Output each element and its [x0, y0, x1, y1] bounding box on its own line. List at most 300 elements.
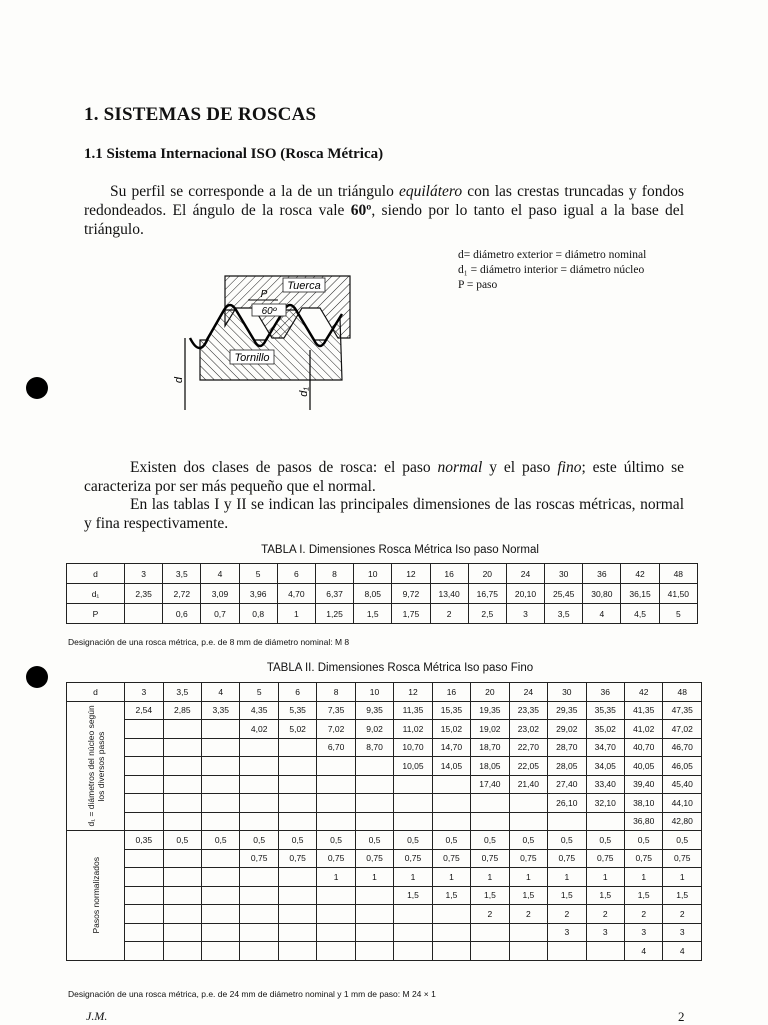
header-cell: 42	[624, 683, 662, 702]
table-cell: 3,5	[163, 564, 201, 584]
table-cell: 13,40	[430, 584, 468, 604]
table-cell	[355, 757, 393, 776]
table-cell	[202, 849, 240, 868]
table-cell	[355, 775, 393, 794]
table-cell: 1	[586, 868, 624, 887]
table-cell: 36,80	[624, 812, 662, 831]
table-cell	[240, 942, 278, 961]
table-cell	[125, 923, 163, 942]
table-cell: 10,05	[394, 757, 432, 776]
table-cell: 9,02	[355, 720, 393, 739]
table-cell: 21,40	[509, 775, 547, 794]
table-cell: 10	[354, 564, 392, 584]
table-cell: 25,45	[545, 584, 583, 604]
table-cell: 1	[509, 868, 547, 887]
table-cell: 41,50	[659, 584, 697, 604]
table-row	[67, 812, 702, 831]
table-cell	[394, 923, 432, 942]
table-cell: 29,02	[548, 720, 586, 739]
table-cell: 34,05	[586, 757, 624, 776]
table-cell: 18,05	[471, 757, 509, 776]
table-cell	[278, 868, 316, 887]
table-cell: 1	[432, 868, 470, 887]
table-cell: 8,05	[354, 584, 392, 604]
table-cell: 0,75	[663, 849, 702, 868]
table1-note: Designación de una rosca métrica, p.e. de 8 mm de diámetro nominal: M 8	[68, 637, 350, 647]
table-cell	[202, 738, 240, 757]
table-cell	[586, 812, 624, 831]
header-cell: 8	[317, 683, 355, 702]
table-cell: 4,02	[240, 720, 278, 739]
table-cell: 1,5	[548, 886, 586, 905]
table2	[66, 682, 702, 961]
angle-label: 60º	[261, 306, 277, 317]
table-cell: 2	[586, 905, 624, 924]
table-cell	[163, 720, 201, 739]
table-cell	[125, 812, 163, 831]
table-cell: 0,5	[586, 831, 624, 850]
table-cell: 45,40	[663, 775, 702, 794]
table-cell	[355, 923, 393, 942]
nut-label: Tuerca	[287, 280, 321, 292]
table-row	[67, 942, 702, 961]
table-cell	[202, 775, 240, 794]
table-cell: 17,40	[471, 775, 509, 794]
row-label: d	[67, 564, 125, 584]
table-cell: 0,5	[202, 831, 240, 850]
table-cell	[125, 757, 163, 776]
table-cell: 16	[430, 564, 468, 584]
section-heading: 1. SISTEMAS DE ROSCAS	[84, 104, 317, 125]
table-cell: 4	[201, 564, 239, 584]
table-cell: 1,5	[663, 886, 702, 905]
table-cell: 1,5	[354, 604, 392, 624]
table-header-row	[67, 683, 702, 702]
binder-hole	[26, 377, 48, 399]
table-cell: 2,54	[125, 701, 163, 720]
table-cell: 3	[125, 564, 163, 584]
table-cell: 39,40	[624, 775, 662, 794]
table-cell: 1,5	[432, 886, 470, 905]
row-label: P	[67, 604, 125, 624]
table-cell: 0,8	[239, 604, 277, 624]
table-cell: 35,35	[586, 701, 624, 720]
table-cell	[202, 923, 240, 942]
table-cell: 36,15	[621, 584, 659, 604]
table-cell: 0,75	[624, 849, 662, 868]
table-cell: 42	[621, 564, 659, 584]
table-cell: 1	[394, 868, 432, 887]
header-cell: 12	[394, 683, 432, 702]
header-cell: 24	[509, 683, 547, 702]
table-cell	[394, 812, 432, 831]
header-cell: 3,5	[163, 683, 201, 702]
table-cell: 4	[663, 942, 702, 961]
table-cell: 10,70	[394, 738, 432, 757]
table-cell: 41,02	[624, 720, 662, 739]
table-cell	[432, 812, 470, 831]
table-cell: 6,70	[317, 738, 355, 757]
table-cell: 30	[545, 564, 583, 584]
table-cell: 0,5	[240, 831, 278, 850]
table-cell: 3,09	[201, 584, 239, 604]
group2-label-cell	[67, 831, 125, 961]
table-cell: 4	[624, 942, 662, 961]
table-cell	[394, 905, 432, 924]
thread-profile-diagram	[170, 268, 370, 413]
table-cell	[125, 905, 163, 924]
tables-paragraph: En las tablas I y II se indican las principales dimensiones de las roscas métricas, normal y fina respectivamente.	[84, 496, 684, 532]
table-cell	[355, 886, 393, 905]
table-cell: 22,05	[509, 757, 547, 776]
table-cell: 44,10	[663, 794, 702, 813]
table-cell	[432, 905, 470, 924]
table-cell	[278, 812, 316, 831]
table-cell	[125, 738, 163, 757]
table-cell	[317, 923, 355, 942]
table1-caption: TABLA I. Dimensiones Rosca Métrica Iso paso Normal	[261, 544, 539, 556]
table-cell	[163, 738, 201, 757]
table-cell: 0,5	[432, 831, 470, 850]
table-cell: 46,05	[663, 757, 702, 776]
table-row	[67, 794, 702, 813]
table-cell	[317, 905, 355, 924]
table-cell	[317, 942, 355, 961]
table-cell	[163, 775, 201, 794]
header-cell: 5	[240, 683, 278, 702]
table-cell	[317, 812, 355, 831]
table-cell: 30,80	[583, 584, 621, 604]
table-cell	[278, 886, 316, 905]
table-cell	[394, 775, 432, 794]
header-cell: 16	[432, 683, 470, 702]
table-cell: 19,35	[471, 701, 509, 720]
table2-note: Designación de una rosca métrica, p.e. de 24 mm de diámetro nominal y 1 mm de paso: M 24 × 1	[68, 989, 436, 999]
table-cell	[202, 720, 240, 739]
table-row	[67, 701, 702, 720]
table-cell	[509, 942, 547, 961]
table-cell	[509, 794, 547, 813]
header-cell: 6	[278, 683, 316, 702]
table-cell: 1	[277, 604, 315, 624]
binder-hole	[26, 666, 48, 688]
table-cell: 11,02	[394, 720, 432, 739]
table-row	[67, 738, 702, 757]
table-cell	[240, 868, 278, 887]
table-cell: 14,70	[432, 738, 470, 757]
pitch-paragraph: Existen dos clases de pasos de rosca: el paso normal y el paso fino; este último se caracteriza por ser más pequeño que el normal.	[84, 459, 684, 495]
table-cell	[471, 794, 509, 813]
table-cell: 18,70	[471, 738, 509, 757]
table-cell	[432, 794, 470, 813]
table-cell: 28,70	[548, 738, 586, 757]
table-cell	[355, 812, 393, 831]
screw-label: Tornillo	[234, 352, 270, 364]
table-cell: 2	[663, 905, 702, 924]
table-cell: 12	[392, 564, 430, 584]
row-label: d₁	[67, 584, 125, 604]
table-cell: 0,5	[624, 831, 662, 850]
table-cell	[125, 849, 163, 868]
table-cell	[394, 794, 432, 813]
table-row	[67, 757, 702, 776]
table-cell: 32,10	[586, 794, 624, 813]
table-cell: 14,05	[432, 757, 470, 776]
table-cell: 5	[239, 564, 277, 584]
table-cell: 0,75	[471, 849, 509, 868]
table-cell	[432, 942, 470, 961]
table-cell	[202, 794, 240, 813]
legend-line: P = paso	[458, 279, 498, 291]
table-cell: 2,85	[163, 701, 201, 720]
table-cell: 16,75	[468, 584, 506, 604]
legend-line: d₁ = diámetro interior = diámetro núcleo	[458, 264, 645, 276]
table-cell	[240, 886, 278, 905]
header-cell: 10	[355, 683, 393, 702]
table-cell	[355, 905, 393, 924]
table-cell	[317, 886, 355, 905]
header-cell: 4	[202, 683, 240, 702]
table-cell: 0,5	[548, 831, 586, 850]
table-cell	[202, 757, 240, 776]
table-cell	[202, 812, 240, 831]
table-cell: 0,75	[432, 849, 470, 868]
table-row	[67, 831, 702, 850]
table-cell: 1	[624, 868, 662, 887]
table-cell	[202, 868, 240, 887]
table-cell	[548, 942, 586, 961]
table-cell	[163, 886, 201, 905]
table-cell: 0,75	[586, 849, 624, 868]
table-cell: 2,5	[468, 604, 506, 624]
table-cell	[163, 923, 201, 942]
table-cell: 0,5	[663, 831, 702, 850]
table-cell	[471, 923, 509, 942]
table-cell	[317, 757, 355, 776]
table-cell: 3	[624, 923, 662, 942]
table-cell: 2	[548, 905, 586, 924]
table-cell	[240, 738, 278, 757]
table-cell: 33,40	[586, 775, 624, 794]
table-cell: 2	[471, 905, 509, 924]
table-cell	[125, 794, 163, 813]
table-cell: 47,35	[663, 701, 702, 720]
table-cell: 0,75	[509, 849, 547, 868]
table-cell: 34,70	[586, 738, 624, 757]
table-cell	[317, 794, 355, 813]
table-cell: 0,75	[548, 849, 586, 868]
table-cell: 42,80	[663, 812, 702, 831]
d-label: d	[173, 376, 185, 384]
table-cell: 3	[506, 604, 544, 624]
table-cell	[163, 794, 201, 813]
page-number: 2	[678, 1009, 685, 1024]
group1-label-cell	[67, 701, 125, 831]
table-cell	[125, 775, 163, 794]
table-cell: 1,5	[471, 886, 509, 905]
table-row	[67, 775, 702, 794]
table-cell: 3,5	[545, 604, 583, 624]
table-cell: 0,5	[471, 831, 509, 850]
table-row	[67, 923, 702, 942]
table-cell: 0,7	[201, 604, 239, 624]
table-cell	[509, 923, 547, 942]
group2-label: Pasos normalizados	[90, 856, 101, 934]
d1-label: d₁	[298, 387, 310, 397]
table-cell: 15,02	[432, 720, 470, 739]
table-row	[67, 584, 698, 604]
table-cell: 1	[317, 868, 355, 887]
table-cell: 0,5	[394, 831, 432, 850]
table-cell: 1	[471, 868, 509, 887]
table-cell	[240, 923, 278, 942]
table-cell: 5	[659, 604, 697, 624]
footer-initials: J.M.	[86, 1009, 108, 1023]
table-cell: 8	[315, 564, 353, 584]
table-cell: 0,5	[509, 831, 547, 850]
table-cell: 27,40	[548, 775, 586, 794]
table-cell: 23,02	[509, 720, 547, 739]
table-cell: 40,05	[624, 757, 662, 776]
table-cell	[125, 720, 163, 739]
table-cell: 0,75	[278, 849, 316, 868]
pitch-label: P	[260, 289, 268, 300]
table-cell	[355, 794, 393, 813]
table-cell	[432, 923, 470, 942]
table-cell: 2	[509, 905, 547, 924]
table-cell: 35,02	[586, 720, 624, 739]
table-cell	[240, 757, 278, 776]
table-cell: 2,72	[163, 584, 201, 604]
table-cell: 20,10	[506, 584, 544, 604]
table-cell: 40,70	[624, 738, 662, 757]
table-cell: 3,35	[202, 701, 240, 720]
table-cell	[317, 775, 355, 794]
table-cell: 48	[659, 564, 697, 584]
table-cell: 1,5	[624, 886, 662, 905]
table-cell: 6,37	[315, 584, 353, 604]
table-cell	[163, 942, 201, 961]
header-cell: 3	[125, 683, 163, 702]
table-cell: 3,96	[239, 584, 277, 604]
table-cell: 0,5	[278, 831, 316, 850]
table-cell	[125, 604, 163, 624]
table2-caption: TABLA II. Dimensiones Rosca Métrica Iso paso Fino	[266, 662, 534, 674]
table-cell: 0,75	[394, 849, 432, 868]
table-cell: 1,5	[394, 886, 432, 905]
table-cell: 19,02	[471, 720, 509, 739]
table-cell	[163, 905, 201, 924]
table-cell: 38,10	[624, 794, 662, 813]
header-cell: 30	[548, 683, 586, 702]
table-cell	[240, 905, 278, 924]
table-cell	[163, 812, 201, 831]
table-cell	[240, 794, 278, 813]
table-cell	[278, 775, 316, 794]
table-cell: 1,25	[315, 604, 353, 624]
table-cell: 2,35	[125, 584, 163, 604]
subsection-heading: 1.1 Sistema Internacional ISO (Rosca Métrica)	[84, 146, 384, 162]
table-cell: 5,35	[278, 701, 316, 720]
legend-line: d= diámetro exterior = diámetro nominal	[458, 249, 647, 261]
table-cell	[240, 775, 278, 794]
table-cell: 11,35	[394, 701, 432, 720]
table-cell: 0,75	[240, 849, 278, 868]
table-cell: 20	[468, 564, 506, 584]
table-cell: 0,6	[163, 604, 201, 624]
table-cell: 28,05	[548, 757, 586, 776]
table-cell	[163, 868, 201, 887]
table-row	[67, 604, 698, 624]
table-cell: 46,70	[663, 738, 702, 757]
table-cell	[278, 794, 316, 813]
table-cell: 0,5	[317, 831, 355, 850]
table-cell: 3	[548, 923, 586, 942]
table-cell	[278, 923, 316, 942]
table-cell: 1,5	[509, 886, 547, 905]
table-cell	[278, 757, 316, 776]
table-cell: 4	[583, 604, 621, 624]
table-cell: 0,35	[125, 831, 163, 850]
table-cell: 26,10	[548, 794, 586, 813]
table-cell	[471, 812, 509, 831]
table-cell	[355, 942, 393, 961]
table-cell: 23,35	[509, 701, 547, 720]
table-cell: 2	[624, 905, 662, 924]
table-cell: 8,70	[355, 738, 393, 757]
table-cell: 0,5	[355, 831, 393, 850]
table-cell: 3	[663, 923, 702, 942]
table-row	[67, 849, 702, 868]
table-cell: 3	[586, 923, 624, 942]
table-cell: 4,35	[240, 701, 278, 720]
group1-label: d₁ = diámetros del núcleo según los diversos pasos	[85, 705, 106, 827]
table-cell	[163, 757, 201, 776]
table-row	[67, 905, 702, 924]
table-cell	[125, 886, 163, 905]
table-cell	[163, 849, 201, 868]
table-cell	[125, 942, 163, 961]
table-cell: 36	[583, 564, 621, 584]
table-cell: 15,35	[432, 701, 470, 720]
table-cell	[240, 812, 278, 831]
table-cell: 0,5	[163, 831, 201, 850]
table-cell	[202, 886, 240, 905]
table-cell	[471, 942, 509, 961]
table-cell	[432, 775, 470, 794]
table-cell: 29,35	[548, 701, 586, 720]
table-cell: 0,75	[355, 849, 393, 868]
table-cell: 0,75	[317, 849, 355, 868]
table-cell: 5,02	[278, 720, 316, 739]
diagram-legend	[458, 248, 646, 293]
table-cell: 47,02	[663, 720, 702, 739]
table-cell: 9,72	[392, 584, 430, 604]
table-cell: 1,5	[586, 886, 624, 905]
table-cell: 4,5	[621, 604, 659, 624]
table-cell	[202, 905, 240, 924]
intro-paragraph: Su perfil se corresponde a la de un triángulo equilátero con las crestas truncadas y fondos redondeados. El ángulo de la rosca vale 60º, siendo por lo tanto el paso igual a la base del triángulo.	[84, 183, 684, 238]
table-cell: 24	[506, 564, 544, 584]
table-cell: 9,35	[355, 701, 393, 720]
table-cell	[278, 905, 316, 924]
table-cell: 4,70	[277, 584, 315, 604]
table-cell: 2	[430, 604, 468, 624]
table-cell: 7,02	[317, 720, 355, 739]
table-cell: 22,70	[509, 738, 547, 757]
table-cell	[509, 812, 547, 831]
table-row	[67, 720, 702, 739]
